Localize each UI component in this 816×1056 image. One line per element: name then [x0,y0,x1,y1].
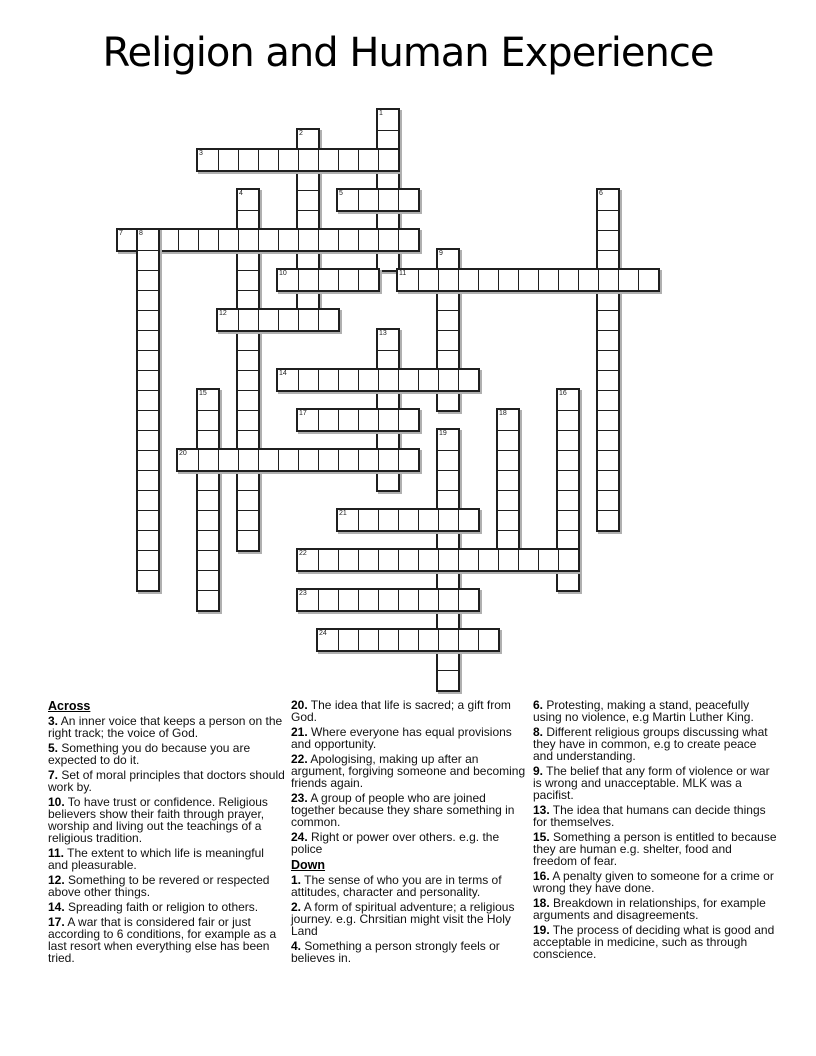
crossword-cell[interactable] [518,270,538,290]
crossword-cell[interactable] [238,370,258,390]
grid-number-15: 15 [199,390,207,397]
crossword-grid [118,110,678,700]
crossword-cell[interactable] [418,590,438,610]
word-24-across [316,628,500,652]
crossword-cell[interactable] [458,510,478,530]
crossword-cell[interactable] [378,370,398,390]
crossword-cell[interactable] [298,210,318,230]
crossword-cell[interactable] [378,190,398,210]
clue-6: 6. Protesting, making a stand, peacefully using no violence, e.g Martin Luther King. [533,698,754,724]
crossword-cell[interactable] [438,650,458,670]
crossword-cell[interactable] [438,370,458,390]
crossword-cell[interactable] [138,330,158,350]
crossword-cell[interactable] [338,230,358,250]
clue-12: 12. Something to be revered or respected above other things. [48,873,270,899]
crossword-cell[interactable] [198,550,218,570]
crossword-cell[interactable] [138,570,158,590]
crossword-cell[interactable] [558,490,578,510]
crossword-cell[interactable] [158,230,178,250]
crossword-cell[interactable] [438,490,458,510]
grid-number-4: 4 [239,190,243,197]
crossword-cell[interactable] [538,270,558,290]
grid-number-22: 22 [299,550,307,557]
crossword-cell[interactable] [398,550,418,570]
crossword-cell[interactable] [298,170,318,190]
word-20-across [176,448,420,472]
grid-number-1: 1 [379,110,383,117]
crossword-cell[interactable] [198,410,218,430]
crossword-cell[interactable] [318,590,338,610]
crossword-cell[interactable] [418,550,438,570]
crossword-cell[interactable] [238,470,258,490]
crossword-cell[interactable] [438,630,458,650]
crossword-cell[interactable] [378,230,398,250]
crossword-cell[interactable] [198,570,218,590]
crossword-cell[interactable] [378,250,398,270]
crossword-cell[interactable] [218,230,238,250]
crossword-cell[interactable] [558,530,578,550]
crossword-cell[interactable] [598,410,618,430]
crossword-cell[interactable] [198,590,218,610]
crossword-cell[interactable] [498,270,518,290]
clue-16: 16. A penalty given to someone for a crime or wrong they have done. [533,868,774,895]
crossword-cell[interactable] [198,450,218,470]
clue-column-3 [533,700,777,964]
clue-22: 22. Apologising, making up after an argument, forgiving someone and becoming friends again. [291,752,526,790]
crossword-cell[interactable] [398,450,418,470]
crossword-cell[interactable] [438,510,458,530]
page-title: Religion and Human Experience [102,30,714,76]
crossword-cell[interactable] [318,550,338,570]
clue-18: 18. Breakdown in relationships, for example arguments and disagreements. [533,895,766,922]
crossword-cell[interactable] [238,310,258,330]
crossword-cell[interactable] [458,630,478,650]
crossword-cell[interactable] [238,450,258,470]
clue-8: 8. Different religious groups discussing what they have in common, e.g to create peace and understanding. [533,725,768,763]
crossword-cell[interactable] [218,450,238,470]
crossword-cell[interactable] [458,550,478,570]
crossword-cell[interactable] [598,430,618,450]
crossword-cell[interactable] [358,230,378,250]
crossword-cell[interactable] [498,450,518,470]
crossword-cell[interactable] [238,210,258,230]
crossword-cell[interactable] [238,410,258,430]
crossword-cell[interactable] [458,590,478,610]
crossword-cell[interactable] [238,330,258,350]
crossword-cell[interactable] [398,190,418,210]
crossword-cell[interactable] [478,550,498,570]
crossword-cell[interactable] [238,230,258,250]
word-12-across [216,308,340,332]
clue-5: 5. Something you do because you are expected to do it. [48,741,251,767]
clue-column-1 [48,700,286,968]
crossword-cell[interactable] [378,590,398,610]
crossword-cell[interactable] [438,350,458,370]
crossword-cell[interactable] [438,610,458,630]
across-clues-header: Across [48,699,91,713]
crossword-cell[interactable] [358,450,378,470]
word-22-across [296,548,580,572]
crossword-cell[interactable] [298,230,318,250]
crossword-cell[interactable] [138,410,158,430]
crossword-cell[interactable] [558,450,578,470]
crossword-cell[interactable] [358,270,378,290]
grid-number-16: 16 [559,390,567,397]
crossword-cell[interactable] [138,430,158,450]
crossword-cell[interactable] [138,490,158,510]
grid-number-13: 13 [379,330,387,337]
crossword-cell[interactable] [378,630,398,650]
crossword-cell[interactable] [398,590,418,610]
crossword-cell[interactable] [138,370,158,390]
word-6-down [596,188,620,532]
crossword-cell[interactable] [138,510,158,530]
crossword-cell[interactable] [358,370,378,390]
crossword-cell[interactable] [378,210,398,230]
crossword-cell[interactable] [458,270,478,290]
crossword-cell[interactable] [558,550,578,570]
grid-number-10: 10 [279,270,287,277]
crossword-cell[interactable] [318,370,338,390]
crossword-cell[interactable] [138,450,158,470]
clue-3: 3. An inner voice that keeps a person on the right track; the voice of God. [48,714,283,740]
crossword-cell[interactable] [318,410,338,430]
crossword-cell[interactable] [538,550,558,570]
crossword-cell[interactable] [438,290,458,310]
crossword-cell[interactable] [378,150,398,170]
word-21-across [336,508,480,532]
crossword-cell[interactable] [238,510,258,530]
crossword-cell[interactable] [298,270,318,290]
crossword-cell[interactable] [298,150,318,170]
crossword-cell[interactable] [438,390,458,410]
crossword-cell[interactable] [278,230,298,250]
crossword-cell[interactable] [338,150,358,170]
grid-number-19: 19 [439,430,447,437]
grid-number-18: 18 [499,410,507,417]
clue-column-2 [291,700,528,968]
crossword-cell[interactable] [298,290,318,310]
crossword-cell[interactable] [258,450,278,470]
crossword-cell[interactable] [638,270,658,290]
crossword-cell[interactable] [398,370,418,390]
crossword-cell[interactable] [318,270,338,290]
crossword-cell[interactable] [238,430,258,450]
crossword-cell[interactable] [458,370,478,390]
crossword-cell[interactable] [198,530,218,550]
crossword-cell[interactable] [338,370,358,390]
crossword-cell[interactable] [378,130,398,150]
crossword-cell[interactable] [438,270,458,290]
crossword-cell[interactable] [498,470,518,490]
crossword-cell[interactable] [598,350,618,370]
crossword-cell[interactable] [418,510,438,530]
crossword-cell[interactable] [558,410,578,430]
grid-number-6: 6 [599,190,603,197]
clue-23: 23. A group of people who are joined together because they share something in common. [291,791,515,829]
word-14-across [276,368,480,392]
crossword-cell[interactable] [318,230,338,250]
grid-number-12: 12 [219,310,227,317]
clue-15: 15. Something a person is entitled to because they are human e.g. shelter, food and freedom of fear. [533,829,777,868]
clue-21: 21. Where everyone has equal provisions and opportunity. [291,725,512,751]
clue-13: 13. The idea that humans can decide things for themselves. [533,802,766,829]
clue-9: 9. The belief that any form of violence or war is wrong and unacceptable. MLK was a pacifist. [533,763,770,802]
crossword-cell[interactable] [398,630,418,650]
crossword-cell[interactable] [418,630,438,650]
crossword-cell[interactable] [198,230,218,250]
crossword-cell[interactable] [398,410,418,430]
crossword-cell[interactable] [378,510,398,530]
crossword-cell[interactable] [418,270,438,290]
clue-7: 7. Set of moral principles that doctors should work by. [48,768,285,794]
grid-number-21: 21 [339,510,347,517]
crossword-cell[interactable] [378,170,398,190]
crossword-cell[interactable] [198,470,218,490]
crossword-cell[interactable] [438,570,458,590]
grid-number-7: 7 [119,230,123,237]
crossword-cell[interactable] [338,270,358,290]
grid-number-11: 11 [399,270,407,277]
word-10-across [276,268,380,292]
clue-17: 17. A war that is considered fair or just according to 6 conditions, for example as a last resort when everything else has been tried. [48,915,277,965]
clue-2: 2. A form of spiritual adventure; a religious journey. e.g. Chrsitian might visit the Holy Land [291,900,515,938]
crossword-cell[interactable] [598,470,618,490]
crossword-cell[interactable] [138,270,158,290]
crossword-cell[interactable] [138,530,158,550]
crossword-cell[interactable] [378,350,398,370]
crossword-cell[interactable] [138,350,158,370]
crossword-cell[interactable] [378,390,398,410]
word-8-down [136,228,160,592]
crossword-cell[interactable] [438,530,458,550]
crossword-cell[interactable] [438,470,458,490]
word-5-across [336,188,420,212]
crossword-cell[interactable] [218,150,238,170]
word-11-across [396,268,660,292]
crossword-cell[interactable] [238,250,258,270]
crossword-cell[interactable] [358,410,378,430]
crossword-cell[interactable] [298,450,318,470]
crossword-cell[interactable] [578,270,598,290]
crossword-cell[interactable] [438,590,458,610]
crossword-cell[interactable] [558,270,578,290]
crossword-cell[interactable] [238,390,258,410]
crossword-cell[interactable] [338,410,358,430]
grid-number-20: 20 [179,450,187,457]
crossword-cell[interactable] [598,250,618,270]
crossword-cell[interactable] [498,550,518,570]
clue-24: 24. Right or power over others. e.g. the police [291,829,500,856]
crossword-cell[interactable] [498,530,518,550]
crossword-cell[interactable] [338,450,358,470]
crossword-cell[interactable] [478,630,498,650]
crossword-cell[interactable] [258,310,278,330]
crossword-cell[interactable] [358,550,378,570]
crossword-cell[interactable] [498,510,518,530]
grid-number-17: 17 [299,410,307,417]
crossword-cell[interactable] [438,450,458,470]
crossword-cell[interactable] [358,630,378,650]
crossword-cell[interactable] [498,430,518,450]
crossword-cell[interactable] [338,590,358,610]
crossword-cell[interactable] [298,310,318,330]
crossword-cell[interactable] [238,290,258,310]
crossword-cell[interactable] [598,510,618,530]
crossword-cell[interactable] [138,310,158,330]
crossword-cell[interactable] [338,550,358,570]
word-15-down [196,388,220,612]
crossword-cell[interactable] [438,670,458,690]
grid-number-9: 9 [439,250,443,257]
clue-4: 4. Something a person strongly feels or believes in. [291,939,500,965]
word-7-across [116,228,420,252]
clue-1: 1. The sense of who you are in terms of attitudes, character and personality. [291,873,502,899]
crossword-cell[interactable] [298,250,318,270]
crossword-cell[interactable] [598,370,618,390]
word-23-across [296,588,480,612]
clue-10: 10. To have trust or confidence. Religious believers show their faith through prayer, worship and living out the teachings of a religious tradition. [48,795,268,845]
crossword-cell[interactable] [598,310,618,330]
crossword-cell[interactable] [238,270,258,290]
crossword-cell[interactable] [598,230,618,250]
crossword-cell[interactable] [378,410,398,430]
grid-number-5: 5 [339,190,343,197]
crossword-cell[interactable] [138,250,158,270]
crossword-cell[interactable] [298,190,318,210]
crossword-cell[interactable] [358,190,378,210]
crossword-cell[interactable] [138,390,158,410]
crossword-cell[interactable] [558,570,578,590]
crossword-cell[interactable] [338,630,358,650]
crossword-cell[interactable] [358,150,378,170]
crossword-cell[interactable] [598,490,618,510]
crossword-cell[interactable] [318,450,338,470]
crossword-cell[interactable] [418,370,438,390]
crossword-cell[interactable] [198,490,218,510]
crossword-cell[interactable] [398,230,418,250]
crossword-cell[interactable] [318,310,338,330]
grid-number-23: 23 [299,590,307,597]
word-3-across [196,148,400,172]
crossword-cell[interactable] [398,510,418,530]
crossword-cell[interactable] [598,390,618,410]
crossword-cell[interactable] [358,510,378,530]
crossword-cell[interactable] [178,230,198,250]
grid-number-8: 8 [139,230,143,237]
crossword-cell[interactable] [378,430,398,450]
crossword-cell[interactable] [238,350,258,370]
crossword-cell[interactable] [278,150,298,170]
crossword-cell[interactable] [438,550,458,570]
word-17-across [296,408,420,432]
crossword-cell[interactable] [238,150,258,170]
crossword-cell[interactable] [558,430,578,450]
crossword-cell[interactable] [198,510,218,530]
clue-20: 20. The idea that life is sacred; a gift from God. [291,698,511,724]
crossword-cell[interactable] [238,490,258,510]
crossword-cell[interactable] [318,150,338,170]
crossword-cell[interactable] [558,510,578,530]
crossword-cell[interactable] [258,230,278,250]
crossword-cell[interactable] [598,330,618,350]
crossword-cell[interactable] [358,590,378,610]
crossword-cell[interactable] [518,550,538,570]
crossword-cell[interactable] [598,210,618,230]
crossword-cell[interactable] [438,330,458,350]
crossword-cell[interactable] [378,450,398,470]
crossword-cell[interactable] [438,310,458,330]
crossword-cell[interactable] [138,470,158,490]
crossword-cell[interactable] [278,310,298,330]
crossword-cell[interactable] [558,470,578,490]
crossword-cell[interactable] [618,270,638,290]
clue-11: 11. The extent to which life is meaningful and pleasurable. [48,845,264,872]
down-clues-header: Down [291,858,326,873]
crossword-cell[interactable] [138,550,158,570]
clue-19: 19. The process of deciding what is good and acceptable in medicine, such as through conscience. [533,923,775,961]
crossword-cell[interactable] [498,490,518,510]
crossword-cell[interactable] [598,270,618,290]
crossword-cell[interactable] [138,290,158,310]
crossword-cell[interactable] [598,290,618,310]
crossword-cell[interactable] [298,370,318,390]
crossword-cell[interactable] [598,450,618,470]
grid-number-2: 2 [299,130,303,137]
grid-number-14: 14 [279,370,287,377]
grid-number-24: 24 [319,630,327,637]
crossword-cell[interactable] [258,150,278,170]
crossword-cell[interactable] [278,450,298,470]
crossword-cell[interactable] [238,530,258,550]
grid-number-3: 3 [199,150,203,157]
crossword-cell[interactable] [378,550,398,570]
crossword-cell[interactable] [378,470,398,490]
crossword-cell[interactable] [198,430,218,450]
clue-14: 14. Spreading faith or religion to others. [48,900,259,915]
crossword-cell[interactable] [478,270,498,290]
